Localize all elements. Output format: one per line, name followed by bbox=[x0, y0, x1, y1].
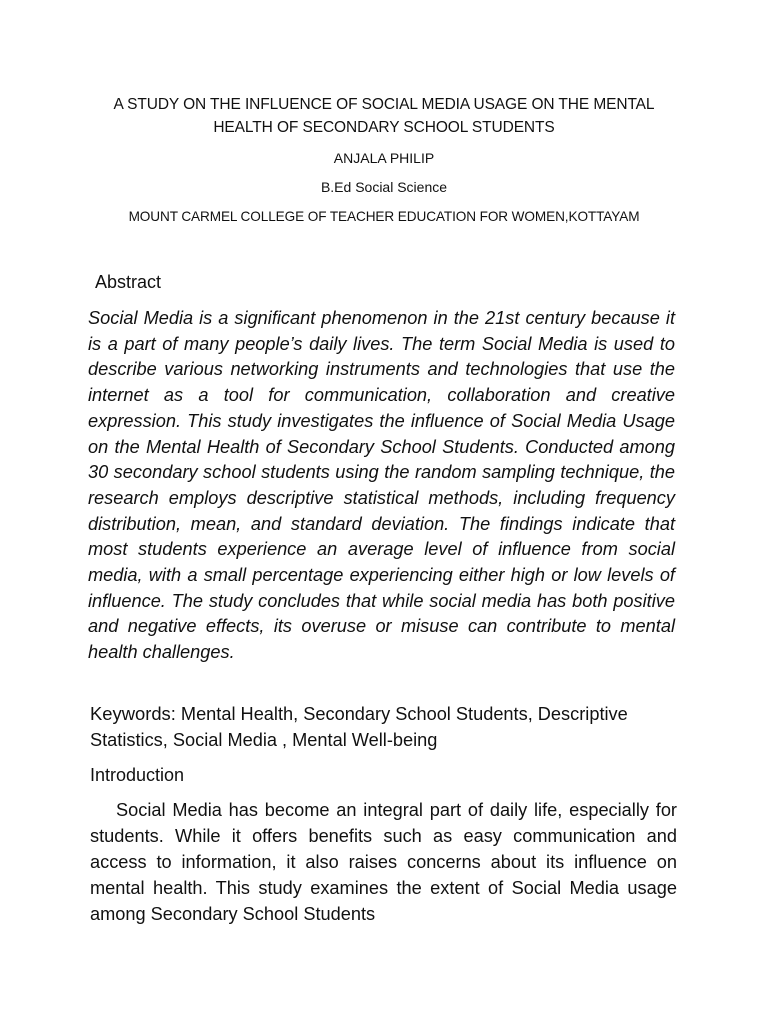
paper-title: A STUDY ON THE INFLUENCE OF SOCIAL MEDIA USAGE ON THE MENTAL HEALTH OF SECONDARY SCHOOL STUDENTS bbox=[113, 96, 655, 136]
introduction-text: Social Media has become an integral part of daily life, especially for students. While it offers benefits such as easy communication and access to information, it also raises concerns about its influence on mental health. This study examines the extent of Social Media usage among Secondary School Students bbox=[90, 800, 677, 924]
abstract-text: Social Media is a significant phenomenon in the 21st century because it is a part of many people’s daily lives. The term Social Media is used to describe various networking instruments and technologies that use the internet as a tool for communication, collaboration and creative expression. This study investigates the influence of Social Media Usage on the Mental Health of Secondary School Students. Conducted among 30 secondary school students using the random sampling technique, the research employs descriptive statistical methods, including frequency distribution, mean, and standard deviation. The findings indicate that most students experience an average level of influence from social media, with a small percentage experiencing either high or low levels of influence. The study concludes that while social media has both positive and negative effects, its overuse or misuse can contribute to mental health challenges. bbox=[88, 308, 675, 663]
introduction-heading: Introduction bbox=[90, 765, 185, 785]
keywords-section bbox=[90, 701, 682, 753]
keywords-label: Keywords: bbox=[90, 703, 176, 724]
abstract-heading: Abstract bbox=[95, 272, 162, 292]
author-name: ANJALA PHILIP bbox=[333, 150, 435, 166]
author-institution: MOUNT CARMEL COLLEGE OF TEACHER EDUCATION FOR WOMEN,KOTTAYAM bbox=[128, 209, 640, 224]
author-degree: B.Ed Social Science bbox=[320, 179, 448, 195]
keywords-text: Mental Health, Secondary School Students, Descriptive Statistics, Social Media , Mental Well-being bbox=[90, 704, 628, 750]
